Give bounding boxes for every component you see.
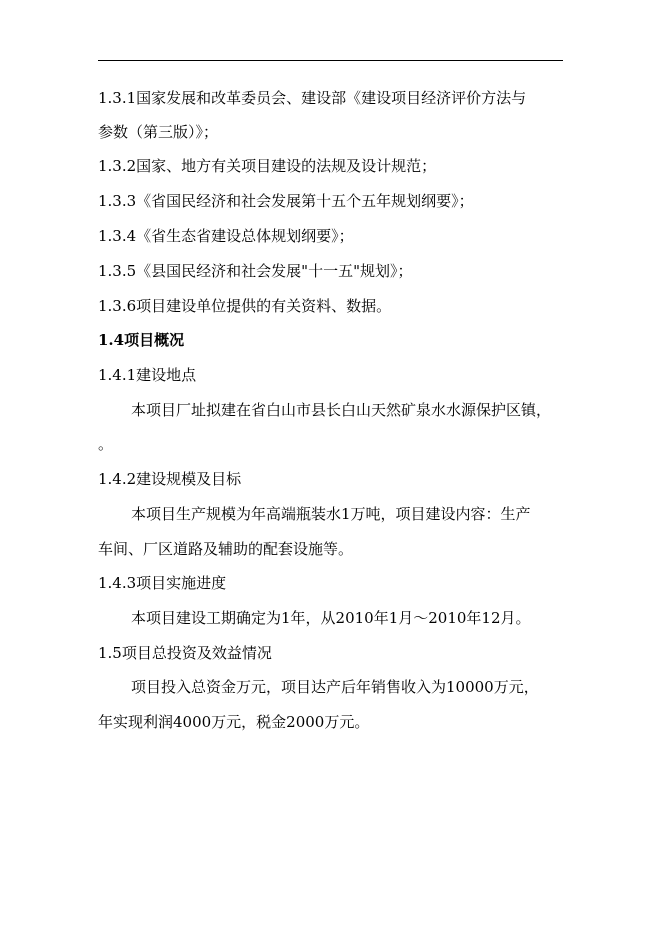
paragraph-site-cont: 。 — [98, 435, 114, 453]
ref-1-3-6: 1.3.6项目建设单位提供的有关资料、数据。 — [98, 297, 392, 315]
paragraph-site: 本项目厂址拟建在省白山市县长白山天然矿泉水水源保护区镇， — [131, 401, 552, 419]
section-heading-1-5: 1.5项目总投资及效益情况 — [98, 644, 272, 662]
paragraph-investment: 项目投入总资金万元，项目达产后年销售收入为10000万元， — [131, 678, 539, 696]
ref-1-3-1: 1.3.1国家发展和改革委员会、建设部《建设项目经济评价方法与 — [98, 89, 527, 107]
paragraph-schedule: 本项目建设工期确定为1年，从2010年1月～2010年12月。 — [131, 609, 531, 627]
ref-1-3-1-cont: 参数（第三版）》； — [98, 123, 219, 141]
subheading-1-4-3: 1.4.3项目实施进度 — [98, 574, 227, 592]
section-heading-1-4: 1.4项目概况 — [98, 331, 185, 349]
ref-1-3-4: 1.3.4《省生态省建设总体规划纲要》； — [98, 227, 354, 245]
ref-1-3-2: 1.3.2国家、地方有关项目建设的法规及设计规范； — [98, 157, 437, 175]
ref-1-3-3: 1.3.3《省国民经济和社会发展第十五个五年规划纲要》； — [98, 192, 474, 210]
paragraph-investment-cont: 年实现利润4000万元，税金2000万元。 — [98, 713, 370, 731]
subheading-1-4-2: 1.4.2建设规模及目标 — [98, 470, 242, 488]
paragraph-scale: 本项目生产规模为年高端瓶装水1万吨，项目建设内容：生产 — [131, 505, 531, 523]
subheading-1-4-1: 1.4.1建设地点 — [98, 366, 197, 384]
header-rule — [98, 60, 563, 61]
paragraph-scale-cont: 车间、厂区道路及辅助的配套设施等。 — [98, 540, 354, 558]
ref-1-3-5: 1.3.5《县国民经济和社会发展"十一五"规划》； — [98, 262, 413, 280]
